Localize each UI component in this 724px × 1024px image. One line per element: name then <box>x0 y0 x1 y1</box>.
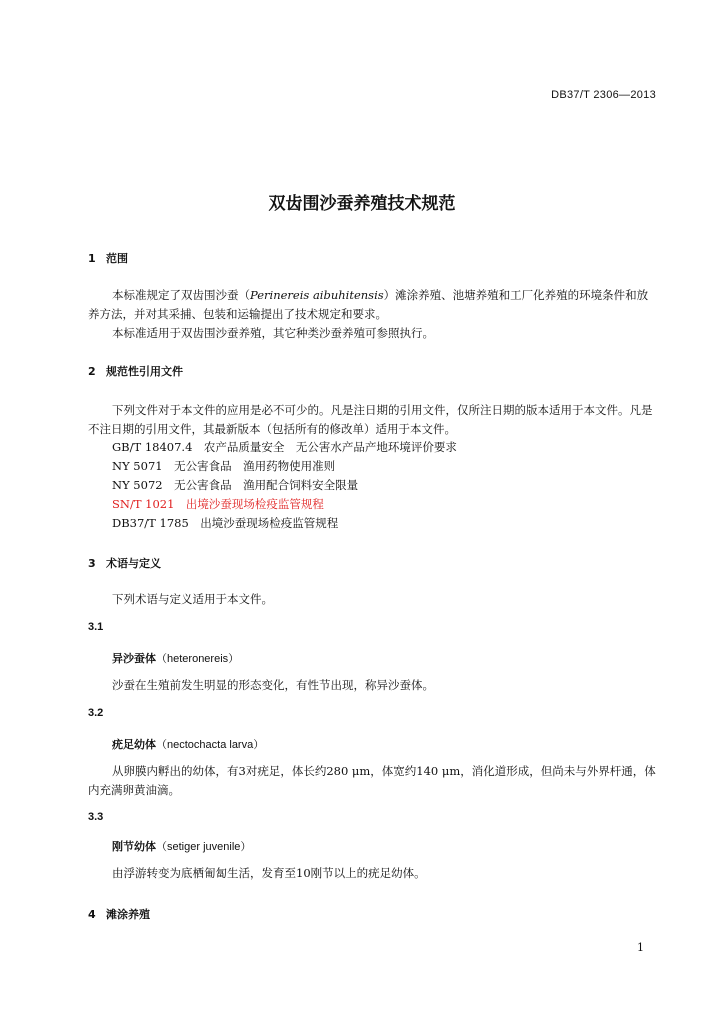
species-latin-name: Perinereis aibuhitensis <box>250 288 384 302</box>
term-cn: 异沙蚕体 <box>112 652 156 665</box>
scope-text-post: ）滩涂养殖、池塘养殖和工厂化养殖的环境条件和放养方法，并对其采捕、包装和运输提出了技术规定和要求。 <box>88 288 649 321</box>
term-number: 3.2 <box>88 707 104 719</box>
reference-item: GB/T 18407.4 农产品质量安全 无公害水产品产地环境评价要求 <box>112 440 457 454</box>
terms-intro: 下列术语与定义适用于本文件。 <box>112 592 273 606</box>
scope-text-pre: 本标准规定了双齿围沙蚕（ <box>112 288 250 302</box>
term-number: 3.3 <box>88 811 104 823</box>
term-definition: 由浮游转变为底栖匍匐生活，发育至10刚节以上的疣足幼体。 <box>112 866 426 880</box>
standard-code: DB37/T 2306—2013 <box>551 89 656 101</box>
reference-item: NY 5072 无公害食品 渔用配合饲料安全限量 <box>112 478 359 492</box>
term-definition: 从卵膜内孵出的幼体，有3对疣足，体长约280 μm，体宽约140 μm，消化道形成，但尚未与外界杆通，体内充满卵黄油滴。 <box>88 764 656 797</box>
scope-paragraph-2: 本标准适用于双齿围沙蚕养殖，其它种类沙蚕养殖可参照执行。 <box>112 326 434 340</box>
term-en: （heteronereis） <box>156 653 240 665</box>
term-title <box>112 736 264 752</box>
normative-refs-intro: 下列文件对于本文件的应用是必不可少的。凡是注日期的引用文件，仅所注日期的版本适用于本文件。凡是不注日期的引用文件，其最新版本（包括所有的修改单）适用于本文件。 <box>88 403 653 436</box>
section-title: 范围 <box>106 252 128 265</box>
section-2-heading <box>88 363 183 379</box>
term-title <box>112 650 239 666</box>
section-4-heading <box>88 906 150 922</box>
reference-item-highlighted: SN/T 1021 出境沙蚕现场检疫监管规程 <box>112 497 324 511</box>
term-definition: 沙蚕在生殖前发生明显的形态变化，有性节出现，称异沙蚕体。 <box>112 678 434 692</box>
term-en: （nectochacta larva） <box>156 739 265 751</box>
section-1-heading <box>88 250 128 266</box>
section-title: 滩涂养殖 <box>106 908 150 921</box>
scope-paragraph-1 <box>88 286 658 324</box>
reference-item: NY 5071 无公害食品 渔用药物使用准则 <box>112 459 336 473</box>
reference-item: DB37/T 1785 出境沙蚕现场检疫监管规程 <box>112 516 339 530</box>
section-title: 规范性引用文件 <box>106 365 183 378</box>
term-cn: 疣足幼体 <box>112 738 156 751</box>
term-number: 3.1 <box>88 621 104 633</box>
term-en: （setiger juvenile） <box>156 841 252 853</box>
section-3-heading <box>88 555 161 571</box>
page-number: 1 <box>637 941 644 954</box>
section-number: 2 <box>88 365 96 378</box>
section-number: 4 <box>88 908 96 921</box>
term-title <box>112 838 251 854</box>
section-title: 术语与定义 <box>106 557 161 570</box>
term-cn: 刚节幼体 <box>112 840 156 853</box>
section-number: 1 <box>88 252 96 265</box>
document-title: 双齿围沙蚕养殖技术规范 <box>268 194 456 214</box>
section-number: 3 <box>88 557 96 570</box>
